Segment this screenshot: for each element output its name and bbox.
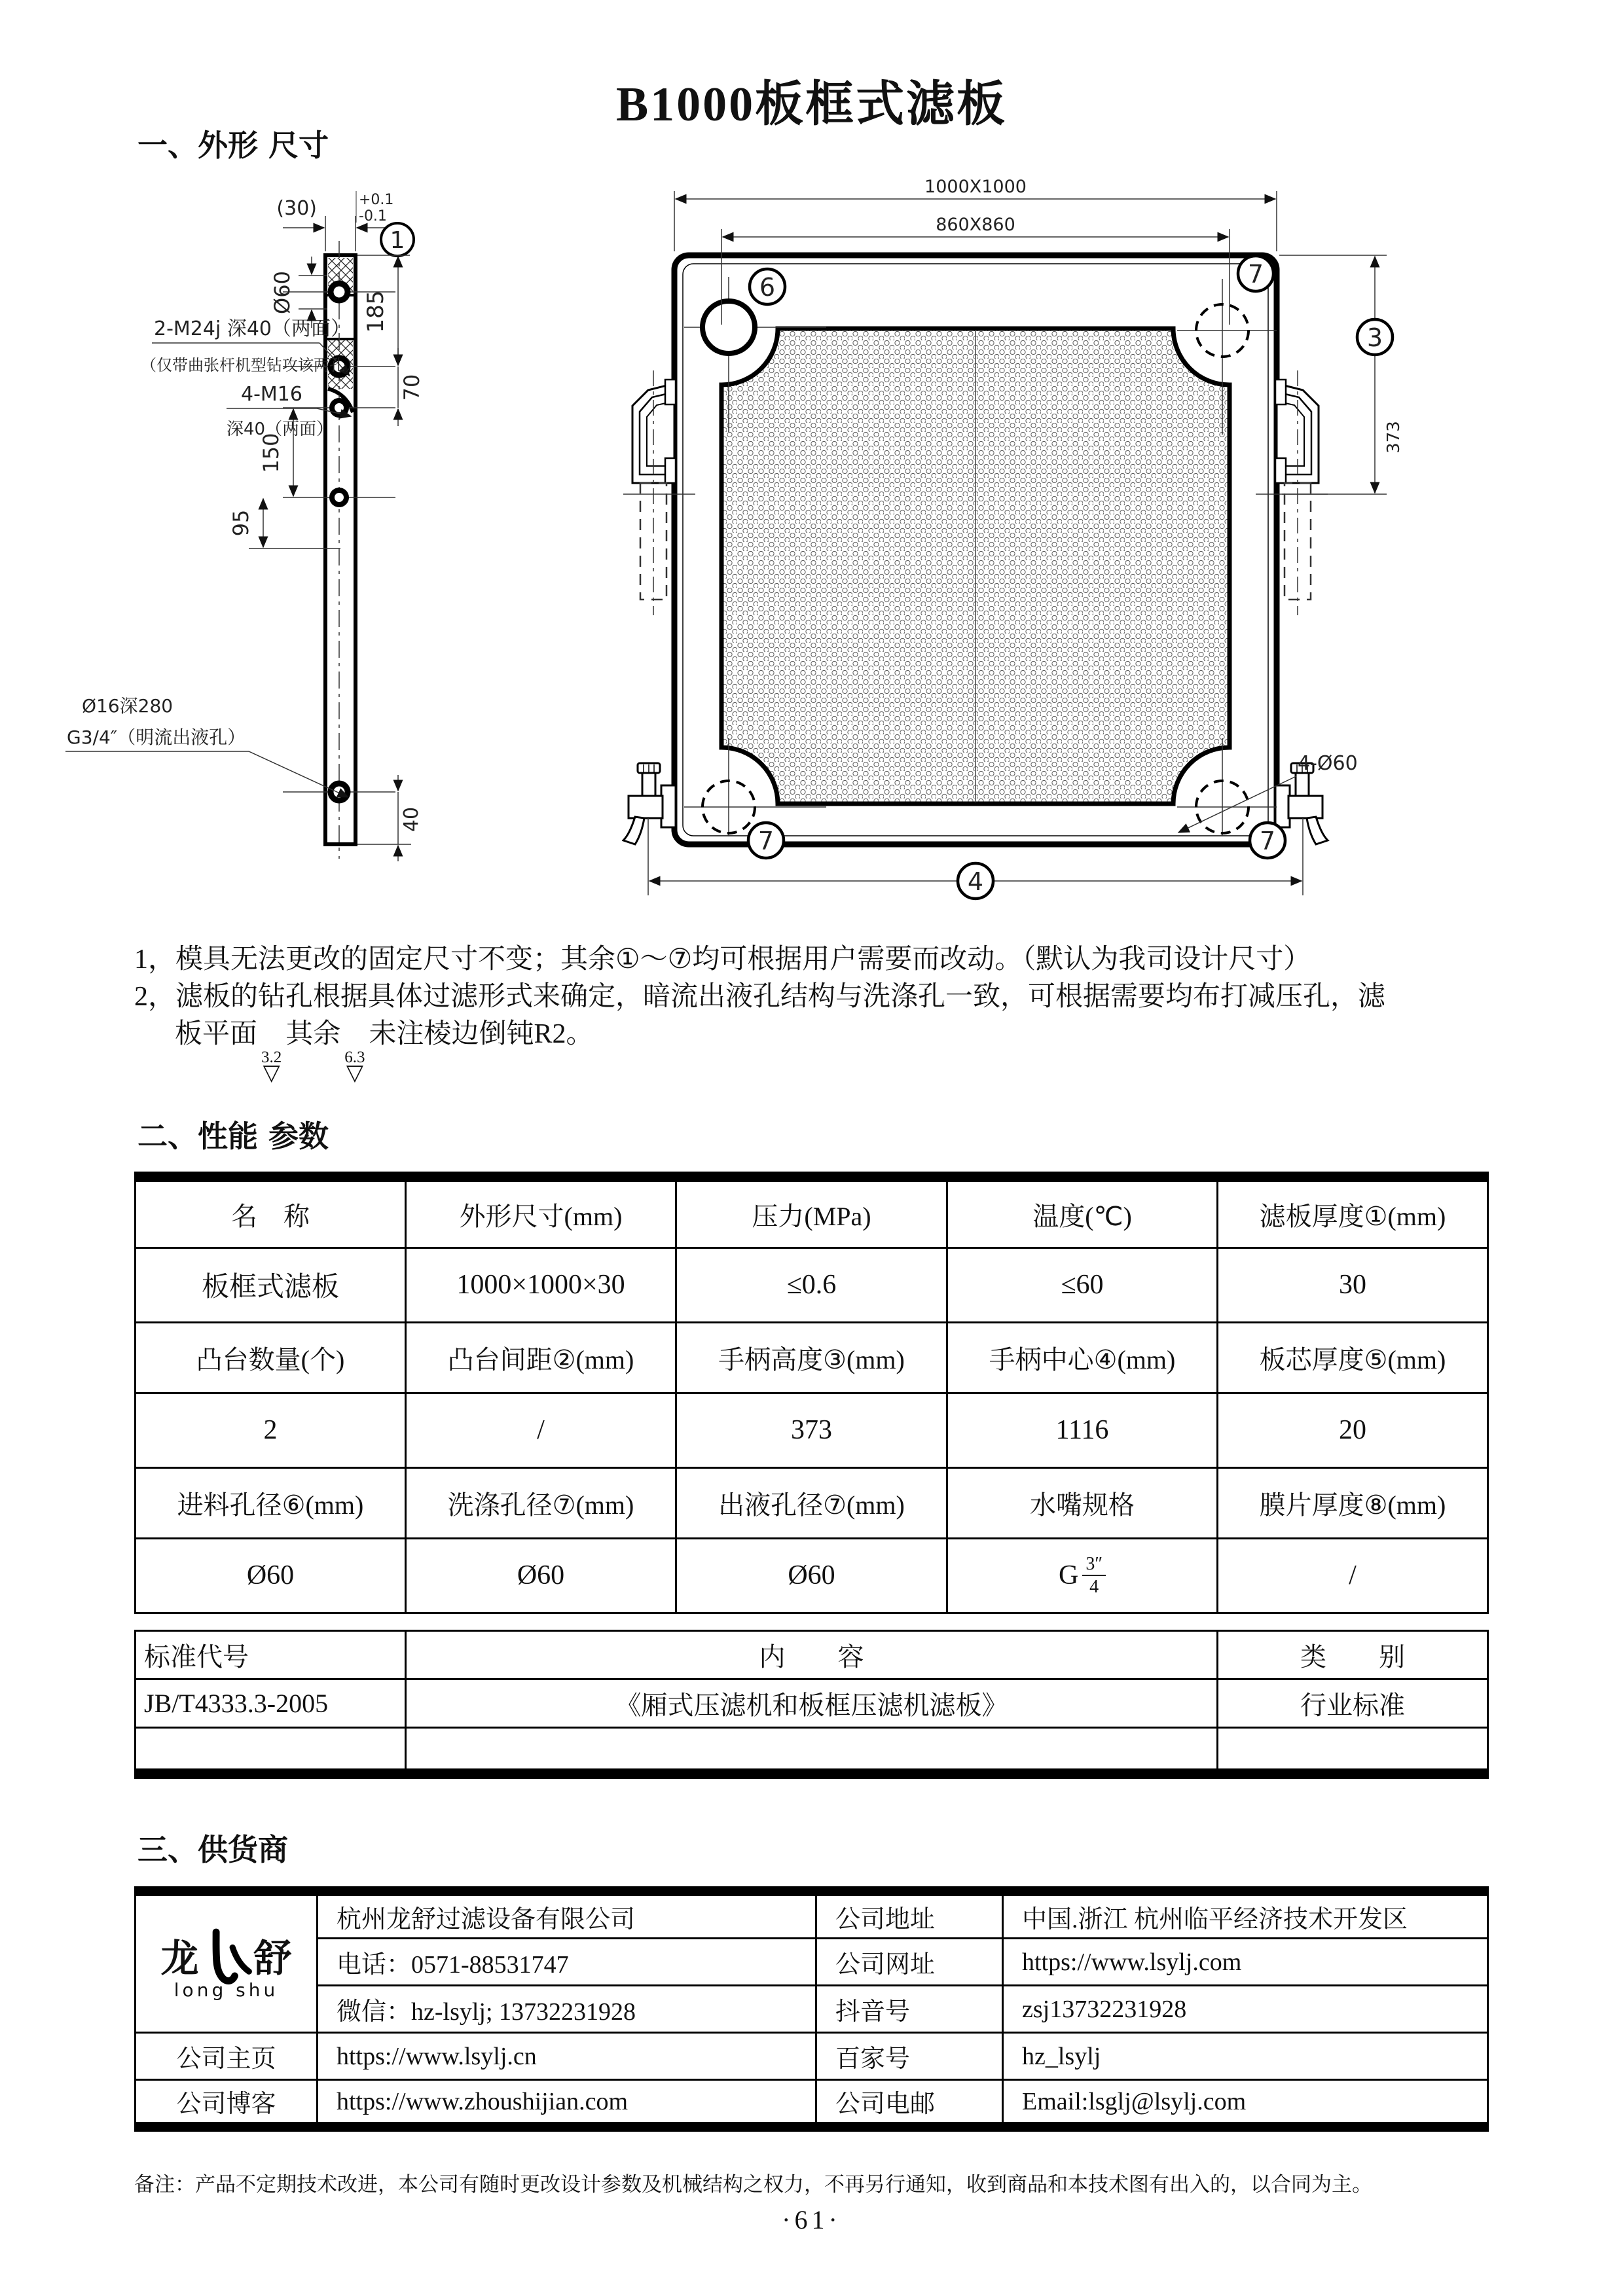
perf-cell: Ø60 <box>676 1538 947 1613</box>
perf-cell: ≤0.6 <box>676 1247 947 1322</box>
table-row <box>136 1892 1488 1939</box>
supplier-company-name: 杭州龙舒过滤设备有限公司 <box>318 1892 816 1939</box>
perf-cell: 压力(MPa) <box>676 1177 947 1247</box>
standard-content: 《厢式压滤机和板框压滤机滤板》 <box>406 1679 1218 1728</box>
dim-70-label: 70 <box>399 374 424 401</box>
callout-7-bottom-left: 7 <box>757 827 775 855</box>
dim-outer-label: 1000X1000 <box>924 177 1027 197</box>
perf-cell: 膜片厚度⑧(mm) <box>1218 1467 1488 1538</box>
table-row <box>136 1467 1488 1538</box>
dim-30-label: (30) <box>276 197 317 220</box>
perf-cell: 板框式滤板 <box>136 1247 406 1322</box>
callout-3: 3 <box>1366 323 1383 352</box>
table-row <box>136 1939 1488 1986</box>
company-logo <box>136 1892 318 2033</box>
supplier-address-label: 公司地址 <box>816 1892 1003 1939</box>
perf-cell-nozzle <box>947 1538 1218 1613</box>
note-2b-mid: 其余 <box>285 1019 341 1050</box>
nozzle-spec: G 3″ 4 <box>1059 1554 1106 1597</box>
supplier-douyin-label: 抖音号 <box>816 1986 1003 2033</box>
perf-cell: 373 <box>676 1393 947 1467</box>
standard-code-header: 标准代号 <box>136 1631 406 1679</box>
section-supplier-heading: 三、供货商 <box>137 1832 288 1867</box>
drain-tap <box>623 763 676 844</box>
section-outline-heading: 一、外形 尺寸 <box>137 128 329 163</box>
supplier-douyin-value: zsj13732231928 <box>1003 1986 1488 2033</box>
callout-4: 4 <box>967 867 984 896</box>
standard-category: 行业标准 <box>1218 1679 1488 1728</box>
label-4-m16: 4-M16 <box>241 383 302 406</box>
perf-cell: 凸台间距②(mm) <box>406 1322 676 1393</box>
roughness-symbol-32: 3.2 ▽ <box>261 1049 282 1086</box>
perf-cell: 洗涤孔径⑦(mm) <box>406 1467 676 1538</box>
supplier-website-label: 公司网址 <box>816 1939 1003 1986</box>
supplier-email-value: Email:lsglj@lsylj.com <box>1003 2080 1488 2127</box>
supplier-baijia-value: hz_lsylj <box>1003 2033 1488 2080</box>
perf-cell: 手柄高度③(mm) <box>676 1322 947 1393</box>
standard-table <box>134 1630 1489 1779</box>
table-row <box>136 1177 1488 1247</box>
table-row <box>136 1247 1488 1322</box>
callout-7-top: 7 <box>1247 260 1264 289</box>
tolerance-minus-label: -0.1 <box>359 208 387 224</box>
supplier-email-label: 公司电邮 <box>816 2080 1003 2127</box>
perf-cell: / <box>1218 1538 1488 1613</box>
table-row <box>136 1728 1488 1774</box>
perf-cell: 名 称 <box>136 1177 406 1247</box>
perf-cell: 外形尺寸(mm) <box>406 1177 676 1247</box>
supplier-table <box>134 1886 1489 2132</box>
perf-cell: 手柄中心④(mm) <box>947 1322 1218 1393</box>
supplier-wechat: 微信：hz-lsylj; 13732231928 <box>318 1986 816 2033</box>
label-4xdia60: 4-Ø60 <box>1298 752 1358 775</box>
label-bottom-hole-thread: G3/4″（明流出液孔） <box>67 726 246 748</box>
table-row <box>136 1986 1488 2033</box>
dim-40-label: 40 <box>400 806 423 833</box>
table-row <box>136 1679 1488 1728</box>
footer-disclaimer: 备注：产品不定期技术改进，本公司有随时更改设计参数及机械结构之权力，不再另行通知，收到商品和本技术图有出入的，以合同为主。 <box>134 2173 1372 2196</box>
perf-cell: 1116 <box>947 1393 1218 1467</box>
table-row <box>136 2033 1488 2080</box>
empty-cell <box>1218 1728 1488 1774</box>
label-m16-depth: 深40（两面） <box>227 420 334 439</box>
empty-cell <box>136 1728 406 1774</box>
dia-60-label: Ø60 <box>270 271 295 314</box>
table-row <box>136 1538 1488 1613</box>
perf-cell: 30 <box>1218 1247 1488 1322</box>
supplier-baijia-label: 百家号 <box>816 2033 1003 2080</box>
tolerance-plus-label: +0.1 <box>359 192 394 208</box>
table-row <box>136 1322 1488 1393</box>
drawing-notes <box>134 941 1548 1085</box>
supplier-blog-value: https://www.zhoushijian.com <box>318 2080 816 2127</box>
logo-char-shu: 舒 <box>253 1937 292 1980</box>
performance-table <box>134 1172 1489 1614</box>
perf-cell: ≤60 <box>947 1247 1218 1322</box>
supplier-website-value: https://www.lsylj.com <box>1003 1939 1488 1986</box>
note-2: 2，滤板的钻孔根据具体过滤形式来确定，暗流出液孔结构与洗涤孔一致，可根据需要均布打减压孔，滤 <box>134 982 1386 1013</box>
callout-7-bottom-right: 7 <box>1259 827 1276 855</box>
table-row <box>136 1393 1488 1467</box>
supplier-phone: 电话：0571-88531747 <box>318 1939 816 1986</box>
front-view-drawing <box>622 175 1486 922</box>
note-1: 1，模具无法更改的固定尺寸不变；其余①～⑦均可根据用户需要而改动。（默认为我司设计尺寸） <box>134 944 1311 975</box>
perf-cell: 20 <box>1218 1393 1488 1467</box>
note-2b-prefix: 板平面 <box>175 1019 258 1050</box>
supplier-homepage-value: https://www.lsylj.cn <box>318 2033 816 2080</box>
dim-373-label: 373 <box>1384 421 1404 454</box>
callout-1: 1 <box>390 227 405 254</box>
supplier-homepage-label: 公司主页 <box>136 2033 318 2080</box>
dim-150-label: 150 <box>259 433 283 473</box>
perf-cell: Ø60 <box>136 1538 406 1613</box>
table-row <box>136 2080 1488 2127</box>
page-number: ·61· <box>782 2205 841 2234</box>
standard-code: JB/T4333.3-2005 <box>136 1679 406 1728</box>
perf-cell: 2 <box>136 1393 406 1467</box>
perf-cell: Ø60 <box>406 1538 676 1613</box>
section-performance-heading: 二、性能 参数 <box>137 1119 329 1154</box>
note-2b-suffix: 未注棱边倒钝R2。 <box>369 1019 594 1050</box>
perf-cell: / <box>406 1393 676 1467</box>
side-view-drawing <box>52 183 511 910</box>
supplier-blog-label: 公司博客 <box>136 2080 318 2127</box>
page-title: B1000板框式滤板 <box>615 78 1008 132</box>
perf-cell: 滤板厚度①(mm) <box>1218 1177 1488 1247</box>
standard-category-header: 类 别 <box>1218 1631 1488 1679</box>
perf-cell: 温度(℃) <box>947 1177 1218 1247</box>
label-2-m24: 2-M24j 深40（两面） <box>154 317 351 340</box>
label-bottom-hole-dia: Ø16深280 <box>82 695 173 717</box>
dim-95-label: 95 <box>228 509 253 537</box>
perf-cell: 进料孔径⑥(mm) <box>136 1467 406 1538</box>
perf-cell: 出液孔径⑦(mm) <box>676 1467 947 1538</box>
logo-char-long: 龙 <box>160 1937 199 1980</box>
dim-inner-label: 860X860 <box>936 215 1015 235</box>
roughness-symbol-63: 6.3 ▽ <box>344 1049 365 1086</box>
callout-6: 6 <box>759 273 776 302</box>
perf-cell: 1000×1000×30 <box>406 1247 676 1322</box>
standard-content-header: 内 容 <box>406 1631 1218 1679</box>
logo-latin-name: long shu <box>173 1979 279 2001</box>
supplier-address-value: 中国.浙江 杭州临平经济技术开发区 <box>1003 1892 1488 1939</box>
dim-185-label: 185 <box>363 290 389 333</box>
empty-cell <box>406 1728 1218 1774</box>
perf-cell: 水嘴规格 <box>947 1467 1218 1538</box>
table-row <box>136 1631 1488 1679</box>
perf-cell: 凸台数量(个) <box>136 1322 406 1393</box>
note-2-continued <box>134 1016 1548 1085</box>
perf-cell: 板芯厚度⑤(mm) <box>1218 1322 1488 1393</box>
label-m24-note: （仅带曲张杆机型钻攻该两孔） <box>141 356 361 374</box>
